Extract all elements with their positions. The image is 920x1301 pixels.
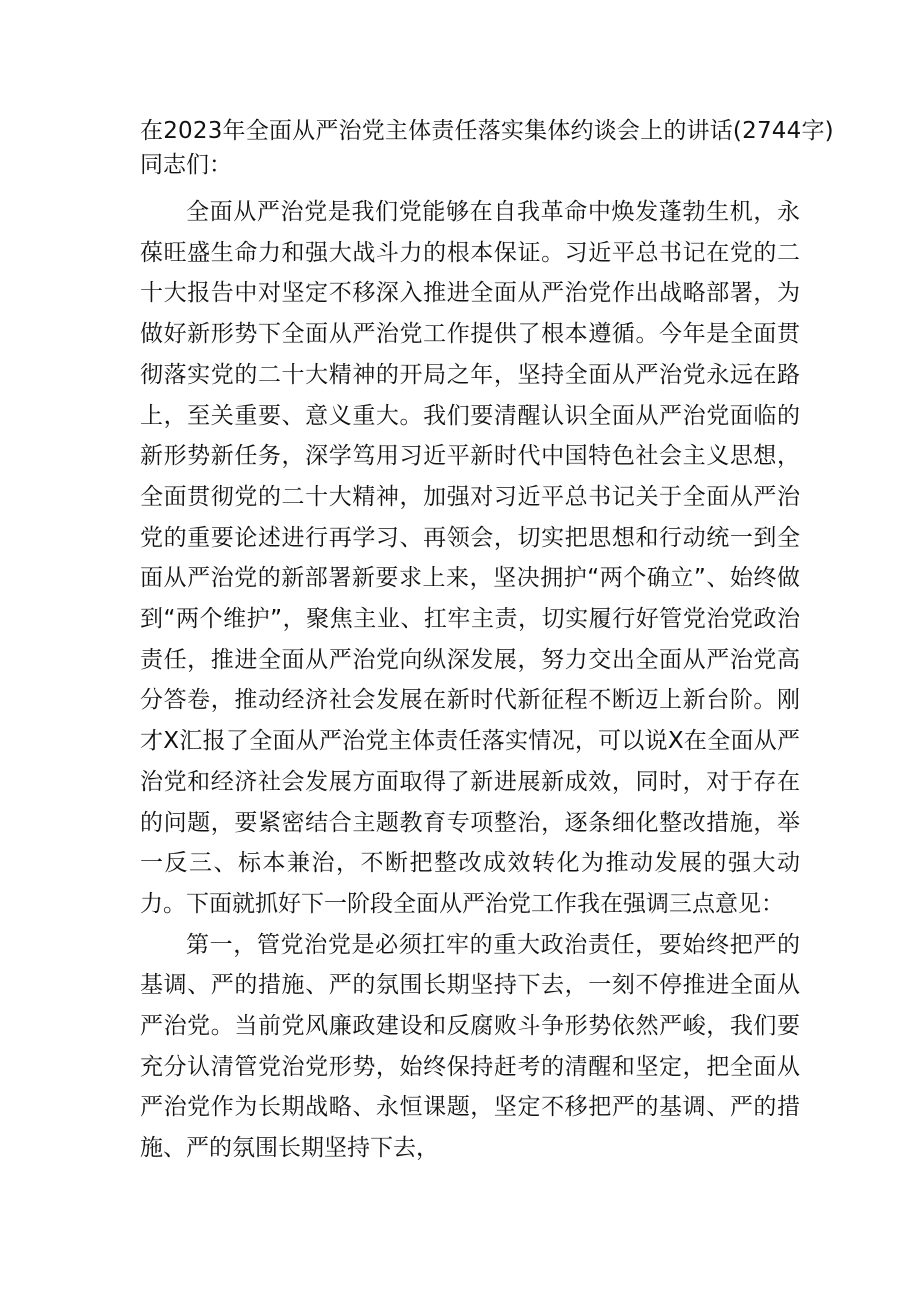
body-paragraph-1: 全面从严治党是我们党能够在自我革命中焕发蓬勃生机，永葆旺盛生命力和强大战斗力的根本保证。习近平总书记在党的二十大报告中对坚定不移深入推进全面从严治党作出战略部署，为做好新形势下全面从严治党工作提供了根本遵循。今年是全面贯彻落实党的二十大精神的开局之年，坚持全面从严治党永远在路上，至关重要、意义重大。我们要清醒认识全面从严治党面临的新形势新任务，深学笃用习近平新时代中国特色社会主义思想，全面贯彻党的二十大精神，加强对习近平总书记关于全面从严治党的重要论述进行再学习、再领会，切实把思想和行动统一到全面从严治党的新部署新要求上来，坚决拥护“两个确立”、始终做到“两个维护”，聚焦主业、扛牢主责，切实履行好管党治党政治责任，推进全面从严治党向纵深发展，努力交出全面从严治党高分答卷，推动经济社会发展在新时代新征程不断迈上新台阶。刚才X汇报了全面从严治党主体责任落实情况，可以说X在全面从严治党和经济社会发展方面取得了新进展新成效，同时，对于存在的问题，要紧密结合主题教育专项整治，逐条细化整改措施，举一反三、标本兼治，不断把整改成效转化为推动发展的强大动力。下面就抓好下一阶段全面从严治党工作我在强调三点意见： — [140, 199, 800, 917]
body-paragraph-2: 第一，管党治党是必须扛牢的重大政治责任，要始终把严的基调、严的措施、严的氛围长期坚持下去，一刻不停推进全面从严治党。当前党风廉政建设和反腐败斗争形势依然严峻，我们要充分认清管党治党形势，始终保持赶考的清醒和坚定，把全面从严治党作为长期战略、永恒课题，坚定不移把严的基调、严的措施、严的氛围长期坚持下去， — [140, 931, 800, 1162]
salutation: 同志们： — [140, 152, 232, 178]
document-page — [140, 114, 834, 1169]
document-title: 在2023年全面从严治党主体责任落实集体约谈会上的讲话(2744字) — [140, 118, 834, 144]
